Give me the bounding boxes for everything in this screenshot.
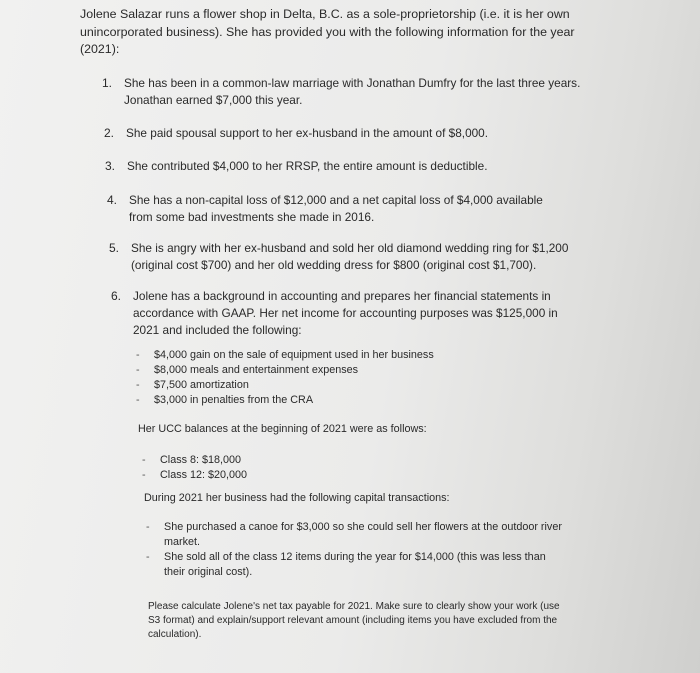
intro-paragraph: Jolene Salazar runs a flower shop in Delta, B.C. as a sole-proprietorship (i.e. it is her own unincorporated business). She has provided you with the following information for the year (2021): <box>80 7 575 56</box>
capital-item: - She purchased a canoe for $3,000 so she could sell her flowers at the outdoor river market. <box>146 520 566 550</box>
list-item-5 <box>109 240 579 274</box>
ucc-heading: Her UCC balances at the beginning of 2021 were as follows: <box>138 423 427 435</box>
capital-heading: During 2021 her business had the following capital transactions: <box>144 492 450 504</box>
income-item: - $3,000 in penalties from the CRA <box>136 393 466 408</box>
item-text: Jolene has a background in accounting and prepares her financial statements in accordance with GAAP. Her net income for accounting purposes was $125,000 in 2021 and included the following: <box>133 289 558 337</box>
list-item-3 <box>105 158 585 175</box>
list-item-2 <box>104 125 584 142</box>
ucc-item: - Class 8: $18,000 <box>142 453 342 468</box>
item-text: She contributed $4,000 to her RRSP, the entire amount is deductible. <box>127 159 488 173</box>
list-item-6 <box>111 288 581 339</box>
item-text: She has been in a common-law marriage with Jonathan Dumfry for the last three years. Jonathan earned $7,000 this year. <box>124 76 581 107</box>
capital-items-list <box>146 520 566 580</box>
capital-item: - She sold all of the class 12 items during the year for $14,000 (this was less than their original cost). <box>146 550 566 580</box>
income-item: - $8,000 meals and entertainment expenses <box>136 363 466 378</box>
ucc-items-list <box>142 453 342 483</box>
list-item-4 <box>107 192 567 226</box>
item-number: 4. <box>107 193 118 207</box>
ucc-item: - Class 12: $20,000 <box>142 468 342 483</box>
income-items-list <box>136 348 466 408</box>
item-number: 5. <box>109 241 120 255</box>
item-number: 1. <box>102 76 113 90</box>
list-item-1 <box>102 75 592 109</box>
final-instruction: Please calculate Jolene's net tax payable for 2021. Make sure to clearly show your work (use S3 format) and explain/support relevant amount (including items you have excluded from the calculation). <box>148 601 560 640</box>
item-number: 2. <box>104 126 115 140</box>
income-item: - $7,500 amortization <box>136 378 466 393</box>
item-number: 6. <box>111 289 122 303</box>
income-item: - $4,000 gain on the sale of equipment used in her business <box>136 348 466 363</box>
item-number: 3. <box>105 159 116 173</box>
item-text: She has a non-capital loss of $12,000 and a net capital loss of $4,000 available from some bad investments she made in 2016. <box>129 193 543 224</box>
item-text: She paid spousal support to her ex-husband in the amount of $8,000. <box>126 126 489 140</box>
item-text: She is angry with her ex-husband and sold her old diamond wedding ring for $1,200 (original cost $700) and her old wedding dress for $800 (original cost $1,700). <box>131 241 569 272</box>
